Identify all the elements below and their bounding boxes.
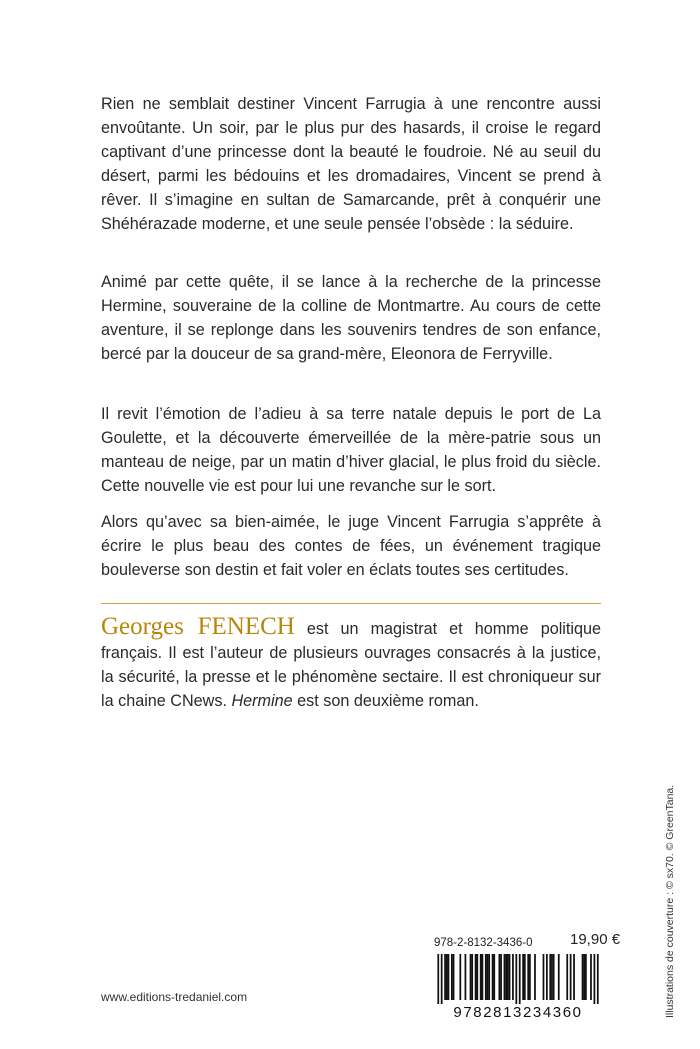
author-name: Georges FENECH bbox=[101, 613, 295, 640]
barcode-bar bbox=[522, 954, 524, 1000]
barcode-bar bbox=[451, 954, 453, 1000]
barcode-bar bbox=[590, 954, 592, 1000]
barcode-bar bbox=[543, 954, 545, 1000]
barcode-bar bbox=[573, 954, 575, 1000]
barcode-bar bbox=[471, 954, 473, 1000]
barcode-bar bbox=[470, 954, 472, 1000]
barcode-bar bbox=[504, 954, 506, 1000]
barcode-bar bbox=[500, 954, 502, 1000]
barcode-bar bbox=[551, 954, 553, 1000]
barcode-bar bbox=[546, 954, 548, 1000]
barcode-bar bbox=[594, 954, 596, 1004]
barcode-bar bbox=[519, 954, 521, 1004]
barcode-bar bbox=[558, 954, 560, 1000]
website: www.editions-tredaniel.com bbox=[101, 990, 248, 1004]
synopsis-paragraph-1: Rien ne semblait destiner Vincent Farrugia à une rencontre aussi envoûtante. Un soir, par le plus pur des hasards, il croise le regard captivant d’une princesse dont la beauté le foudroie. Né au seuil du désert, parmi les bédouins et les dromadaires, Vincent se prend à rêver. Il s’imagine en sultan de Samarcande, prêt à conquérir une Shéhérazade moderne, et une seule pensée l’obsède : la séduire. bbox=[101, 95, 601, 233]
barcode-bars bbox=[437, 954, 598, 1004]
barcode-bar bbox=[441, 954, 443, 1004]
barcode-bar bbox=[582, 954, 584, 1000]
barcode-bar bbox=[534, 954, 536, 1000]
barcode-bar bbox=[444, 954, 446, 1000]
cover-credits bbox=[662, 768, 676, 1018]
barcode-bar bbox=[570, 954, 572, 1000]
barcode-bar bbox=[465, 954, 467, 1000]
barcode-bar bbox=[485, 954, 487, 1000]
barcode-bar bbox=[597, 954, 599, 1004]
synopsis-paragraph-3: Il revit l’émotion de l’adieu à sa terre natale depuis le port de La Goulette, et la découverte émerveillée de la mère-patrie sous un manteau de neige, par un matin d’hiver glacial, le plus froid du siècle. Cette nouvelle vie est pour lui une revanche sur le sort. bbox=[101, 405, 601, 495]
price: 19,90 € bbox=[570, 931, 621, 948]
barcode-bar bbox=[475, 954, 477, 1000]
barcode-bar bbox=[437, 954, 439, 1004]
synopsis-paragraph-4: Alors qu’avec sa bien-aimée, le juge Vincent Farrugia s’apprête à écrire le plus beau des contes de fées, un événement tragique bouleverse son destin et fait voler en éclats toutes ses certitudes. bbox=[101, 513, 601, 579]
barcode-bar bbox=[529, 954, 531, 1000]
book-title: Hermine bbox=[231, 692, 293, 710]
barcode-bar bbox=[509, 954, 511, 1000]
barcode-bar bbox=[498, 954, 500, 1000]
barcode-bar bbox=[585, 954, 587, 1000]
synopsis-paragraph-2: Animé par cette quête, il se lance à la recherche de la princesse Hermine, souveraine de la colline de Montmartre. Au cours de cette aventure, il se replonge dans les souvenirs tendres de son enfance, bercé par la douceur de sa grand-mère, Eleonora de Ferryville. bbox=[101, 273, 601, 363]
barcode-bar bbox=[480, 954, 482, 1000]
barcode-bar bbox=[446, 954, 448, 1000]
barcode-bar bbox=[566, 954, 568, 1000]
barcode-bar bbox=[527, 954, 529, 1000]
barcode-bar bbox=[487, 954, 489, 1000]
barcode-digits: 9782813234360 bbox=[453, 1004, 583, 1019]
barcode-bar bbox=[549, 954, 551, 1000]
barcode-bar bbox=[512, 954, 514, 1000]
gold-divider bbox=[101, 603, 601, 604]
author-bio-start: est un magistrat et homme politique français. Il est l’auteur de plusieurs ouvrages consacrés à la justice, la sécurité, la presse et le phénomène sectaire. Il est chroniqueur sur la chaine CNews. bbox=[101, 620, 602, 710]
barcode-bar bbox=[507, 954, 509, 1000]
barcode-bar bbox=[492, 954, 494, 1000]
isbn: 978-2-8132-3436-0 bbox=[434, 937, 533, 949]
barcode-bar bbox=[476, 954, 478, 1000]
barcode-bar bbox=[453, 954, 455, 1000]
cover-credits-text: Illustrations de couverture : © sx70. © GreenTana. bbox=[664, 784, 676, 1018]
barcode-bar bbox=[493, 954, 495, 1000]
barcode-bar bbox=[459, 954, 461, 1000]
author-bio-end: est son deuxième roman. bbox=[292, 692, 479, 710]
barcode-bar bbox=[488, 954, 490, 1000]
barcode bbox=[434, 954, 602, 1019]
barcode-bar bbox=[505, 954, 507, 1000]
barcode-bar bbox=[515, 954, 517, 1004]
barcode-bar bbox=[482, 954, 484, 1000]
barcode-bar bbox=[524, 954, 526, 1000]
barcode-bar bbox=[583, 954, 585, 1000]
author-bio bbox=[101, 615, 601, 713]
barcode-bar bbox=[553, 954, 555, 1000]
barcode-bar bbox=[448, 954, 450, 1000]
